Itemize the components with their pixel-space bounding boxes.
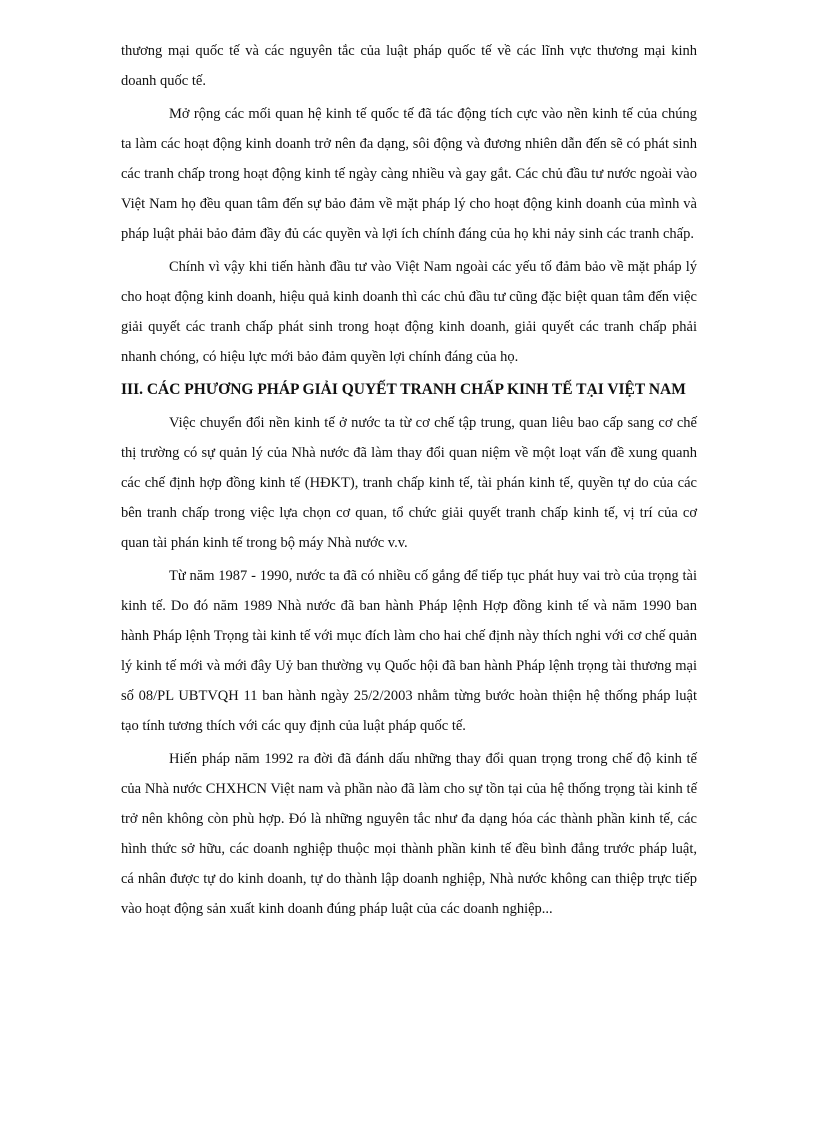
paragraph-economic-transition: Việc chuyển đổi nền kinh tế ở nước ta từ cơ chế tập trung, quan liêu bao cấp sang cơ chế thị trường có sự quản lý của Nhà nước đã làm thay đổi quan niệm về một loạt vấn đề xung quanh các chế định hợp đồng kinh tế (HĐKT), tranh chấp kinh tế, tài phán kinh tế, quyền tự do của các bên tranh chấp trong việc lựa chọn cơ quan, tổ chức giải quyết tranh chấp kinh tế, vị trí của cơ quan tài phán kinh tế trong bộ máy Nhà nước v.v.	[121, 415, 697, 551]
paragraph-investor-concerns: Chính vì vậy khi tiến hành đầu tư vào Việt Nam ngoài các yếu tố đảm bảo về mặt pháp lý cho hoạt động kinh doanh, hiệu quả kinh doanh thì các chủ đầu tư cũng đặc biệt quan tâm đến việc giải quyết các tranh chấp phát sinh trong hoạt động kinh doanh, giải quyết các tranh chấp phải nhanh chóng, có hiệu lực mới bảo đảm quyền lợi chính đáng của họ.	[121, 259, 697, 365]
section-heading: III. CÁC PHƯƠNG PHÁP GIẢI QUYẾT TRANH CHẤP KINH TẾ TẠI VIỆT NAM	[121, 381, 686, 398]
paragraph-constitution-1992: Hiến pháp năm 1992 ra đời đã đánh dấu những thay đổi quan trọng trong chế độ kinh tế của Nhà nước CHXHCN Việt nam và phần nào đã làm cho sự tồn tại của hệ thống trọng tài kinh tế trở nên không còn phù hợp. Đó là những nguyên tắc như đa dạng hóa các thành phần kinh tế, các hình thức sở hữu, các doanh nghiệp thuộc mọi thành phần kinh tế đều bình đẳng trước pháp luật, cá nhân được tự do kinh doanh, tự do thành lập doanh nghiệp, Nhà nước không can thiệp trực tiếp vào hoạt động sản xuất kinh doanh đúng pháp luật của các doanh nghiệp...	[121, 751, 697, 917]
paragraph-international-relations: Mở rộng các mối quan hệ kinh tế quốc tế đã tác động tích cực vào nền kinh tế của chúng ta làm các hoạt động kinh doanh trở nên đa dạng, sôi động và đương nhiên dẫn đến sẽ có phát sinh các tranh chấp trong hoạt động kinh tế ngày càng nhiều và gay gắt. Các chủ đầu tư nước ngoài vào Việt Nam họ đều quan tâm đến sự bảo đảm về mặt pháp lý cho hoạt động kinh doanh của mình và pháp luật phải bảo đảm đầy đủ các quyền và lợi ích chính đáng của họ khi nảy sinh các tranh chấp.	[121, 106, 697, 242]
paragraph-arbitration-history: Từ năm 1987 - 1990, nước ta đã có nhiều cố gắng để tiếp tục phát huy vai trò của trọng tài kinh tế. Do đó năm 1989 Nhà nước đã ban hành Pháp lệnh Hợp đồng kinh tế và năm 1990 ban hành Pháp lệnh Trọng tài kinh tế với mục đích làm cho hai chế định này thích nghi với cơ chế quản lý kinh tế mới và mới đây Uỷ ban thường vụ Quốc hội đã ban hành Pháp lệnh trọng tài thương mại số 08/PL UBTVQH 11 ban hành ngày 25/2/2003 nhằm từng bước hoàn thiện hệ thống pháp luật tạo tính tương thích với các quy định của luật pháp quốc tế.	[121, 568, 697, 734]
document-page	[121, 36, 697, 927]
paragraph-continuation: thương mại quốc tế và các nguyên tắc của luật pháp quốc tế về các lĩnh vực thương mại kinh doanh quốc tế.	[121, 43, 697, 89]
